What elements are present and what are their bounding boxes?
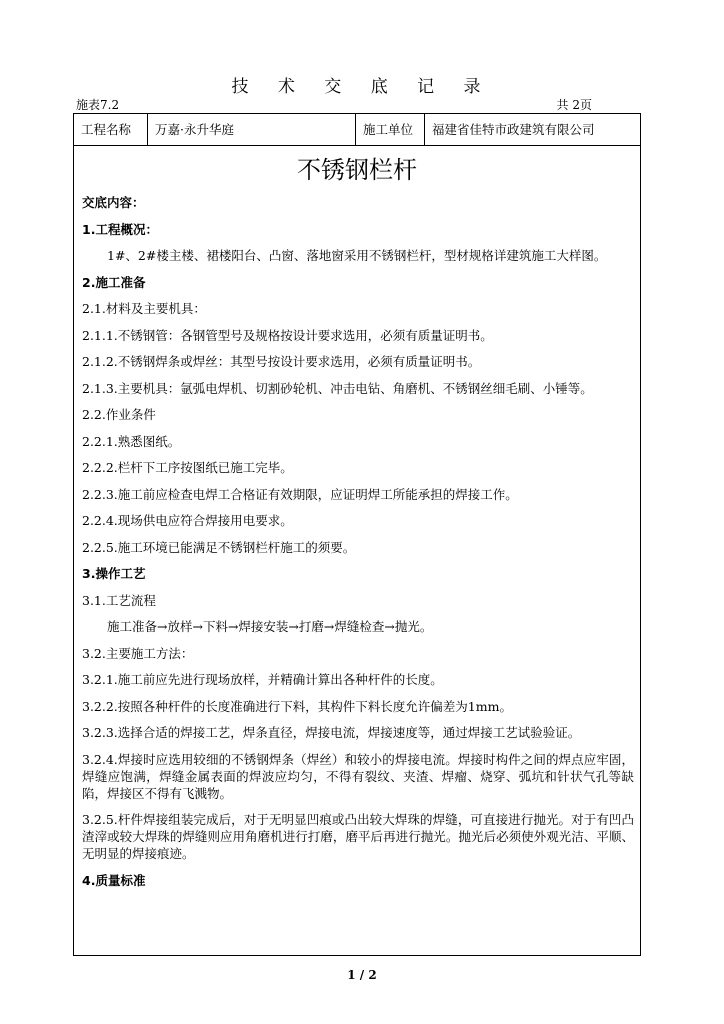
form-number: 施表7.2: [76, 98, 120, 112]
page-indicator: 1 / 2: [347, 968, 377, 982]
info-row: [74, 114, 640, 146]
section-heading: 2.施工准备: [82, 274, 146, 290]
paragraph: 3.2.1.施工前应先进行现场放样，并精确计算出各种杆件的长度。: [82, 672, 443, 687]
document-title: 不锈钢栏杆: [297, 156, 417, 184]
paragraph: 2.1.1.不锈钢管：各钢管型号及规格按设计要求选用，必须有质量证明书。: [82, 327, 493, 343]
section-heading: 4.质量标准: [82, 872, 146, 888]
section-heading: 交底内容：: [82, 195, 145, 210]
paragraph: 3.2.5.杆件焊接组装完成后，对于无明显凹痕或凸出较大焊珠的焊缝，可直接进行抛光。对于有凹凸渣滓或较大焊珠的焊缝则应用角磨机进行打磨，磨平后再进行抛光。抛光后必须使外观光洁、平顺、无明显的焊接痕迹。: [82, 812, 634, 861]
disclosure-content: [82, 194, 634, 898]
paragraph: 3.1.工艺流程: [82, 592, 156, 608]
page-count: 共 2页: [556, 98, 592, 112]
paragraph: 3.2.4.焊接时应选用较细的不锈钢焊条（焊丝）和较小的焊接电流。焊接时构件之间的焊点应牢固，焊缝应饱满，焊缝金属表面的焊波应均匀，不得有裂纹、夹渣、焊瘤、烧穿、弧坑和针状气孔等缺陷，焊接区不得有飞溅物。: [82, 751, 634, 801]
paragraph: 3.2.3.选择合适的焊接工艺，焊条直径，焊接电流，焊接速度等，通过焊接工艺试验验证。: [82, 725, 581, 740]
paragraph: 2.2.3.施工前应检查电焊工合格证有效期限，应证明焊工所能承担的焊接工作。: [82, 486, 518, 502]
paragraph: 2.2.1.熟悉图纸。: [82, 433, 181, 449]
record-table: [73, 113, 641, 956]
paragraph: 2.1.2.不锈钢焊条或焊丝：其型号按设计要求选用，必须有质量证明书。: [82, 354, 481, 369]
section-heading: 3.操作工艺: [82, 566, 146, 581]
paragraph: 3.2.2.按照各种杆件的长度准确进行下料，其构件下料长度允许偏差为1mm。: [82, 698, 512, 714]
paragraph: 2.2.作业条件: [82, 407, 156, 422]
paragraph: 3.2.主要施工方法：: [82, 645, 194, 661]
paragraph: 施工准备→放样→下料→焊接安装→打磨→焊缝检查→抛光。: [107, 619, 433, 634]
paragraph: 1#、2#楼主楼、裙楼阳台、凸窗、落地窗采用不锈钢栏杆，型材规格详建筑施工大样图。: [107, 248, 607, 263]
paragraph: 2.1.材料及主要机具：: [82, 301, 206, 316]
record-title: 技 术 交 底 记 录: [231, 77, 493, 97]
project-name-value: 万嘉·永升华庭: [148, 114, 356, 145]
project-name-label: 工程名称: [74, 114, 148, 145]
paragraph: 2.2.5.施工环境已能满足不锈钢栏杆施工的须要。: [82, 539, 356, 555]
construction-unit-value: 福建省佳特市政建筑有限公司: [432, 122, 595, 137]
paragraph: 2.2.2.栏杆下工序按图纸已施工完毕。: [82, 460, 293, 475]
section-heading: 1.工程概况：: [82, 221, 158, 237]
construction-unit-label: 施工单位: [356, 114, 425, 145]
paragraph: 2.1.3.主要机具：氩弧电焊机、切割砂轮机、冲击电钻、角磨机、不锈钢丝细毛刷、小锤等。: [82, 380, 593, 396]
paragraph: 2.2.4.现场供电应符合焊接用电要求。: [82, 513, 293, 528]
